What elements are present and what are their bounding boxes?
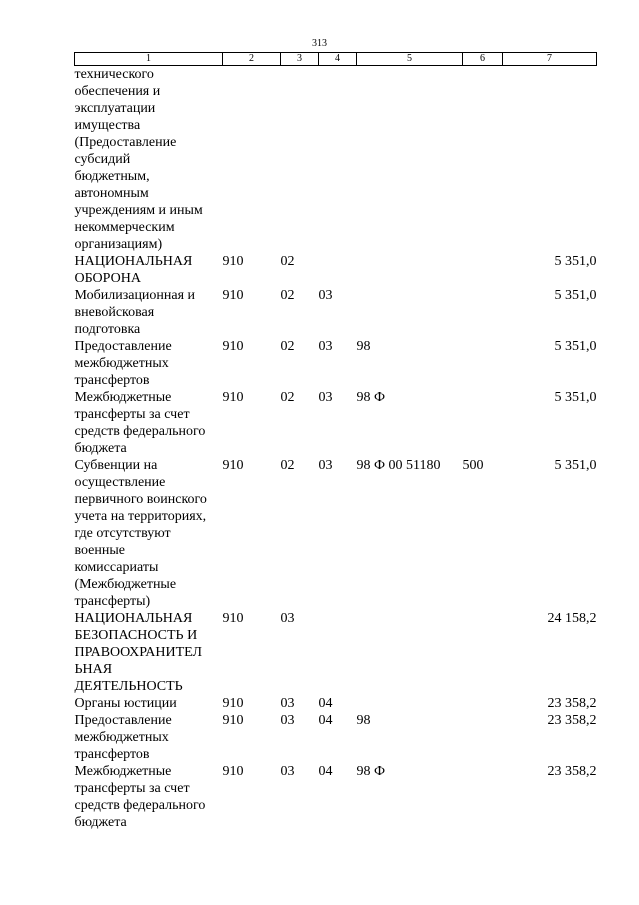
item-name-line: организациям): [74, 237, 163, 252]
item-name-cell: [75, 389, 223, 457]
item-name-line: бюджетным,: [74, 169, 150, 184]
item-name-line: технического: [74, 67, 154, 82]
item-name-line: ЬНАЯ: [74, 662, 113, 677]
column-header: 7: [503, 53, 597, 66]
item-name-cell: [75, 457, 223, 610]
column-header: 5: [357, 53, 463, 66]
section-code-cell: 02: [280, 254, 295, 269]
chapter-code-cell: 910: [222, 339, 244, 354]
amount-cell: 5 351,0: [554, 458, 597, 473]
item-name-line: комиссариаты: [74, 560, 159, 575]
item-name-line: межбюджетных: [74, 356, 169, 371]
item-name-line: ПРАВООХРАНИТЕЛ: [74, 645, 203, 660]
expense-type-cell: [463, 763, 503, 831]
chapter-code-cell: [223, 66, 281, 254]
item-name-line: трансфертов: [74, 747, 150, 762]
subsection-code-cell: [319, 66, 357, 254]
item-name-line: осуществление: [74, 475, 166, 490]
table-row: [75, 253, 597, 287]
target-article-cell: [357, 610, 463, 695]
column-header: 3: [281, 53, 319, 66]
subsection-code-cell: [319, 253, 357, 287]
column-header: 2: [223, 53, 281, 66]
chapter-code-cell: 910: [222, 611, 244, 626]
section-code-cell: 03: [280, 696, 295, 711]
item-name-line: автономным: [74, 186, 149, 201]
amount-cell: 5 351,0: [554, 390, 597, 405]
subsection-code-cell: 03: [318, 339, 333, 354]
amount-cell: 23 358,2: [547, 764, 597, 779]
expense-type-cell: [463, 712, 503, 763]
item-name-line: трансферты за счет: [74, 781, 190, 796]
item-name-line: учета на территориях,: [74, 509, 207, 524]
item-name-line: НАЦИОНАЛЬНАЯ: [74, 254, 193, 269]
amount-cell: 23 358,2: [547, 713, 597, 728]
section-code-cell: 02: [280, 390, 295, 405]
target-article-cell: [357, 695, 463, 712]
section-code-cell: [281, 66, 319, 254]
item-name-line: Межбюджетные: [74, 390, 172, 405]
item-name-line: имущества: [74, 118, 141, 133]
item-name-line: субсидий: [74, 152, 131, 167]
item-name-line: средств федерального: [74, 424, 206, 439]
expense-type-cell: [463, 389, 503, 457]
expense-type-cell: [463, 695, 503, 712]
chapter-code-cell: 910: [222, 288, 244, 303]
item-name-line: бюджета: [74, 815, 127, 830]
item-name-line: Предоставление: [74, 339, 172, 354]
chapter-code-cell: 910: [222, 458, 244, 473]
chapter-code-cell: 910: [222, 764, 244, 779]
item-name-line: Органы юстиции: [74, 696, 177, 711]
subsection-code-cell: 03: [318, 390, 333, 405]
chapter-code-cell: 910: [222, 696, 244, 711]
item-name-line: военные: [74, 543, 126, 558]
section-code-cell: 02: [280, 339, 295, 354]
table-row: [75, 695, 597, 712]
expense-type-cell: [463, 253, 503, 287]
item-name-cell: [75, 287, 223, 338]
amount-cell: 5 351,0: [554, 254, 597, 269]
item-name-line: БЕЗОПАСНОСТЬ И: [74, 628, 198, 643]
item-name-line: обеспечения и: [74, 84, 161, 99]
item-name-line: некоммерческим: [74, 220, 175, 235]
section-code-cell: 02: [280, 458, 295, 473]
item-name-cell: [75, 763, 223, 831]
item-name-line: (Межбюджетные: [74, 577, 177, 592]
expense-type-cell: 500: [462, 458, 484, 473]
amount-cell: 24 158,2: [547, 611, 597, 626]
target-article-cell: 98: [356, 713, 371, 728]
subsection-code-cell: 03: [318, 458, 333, 473]
column-header: 6: [463, 53, 503, 66]
target-article-cell: 98: [356, 339, 371, 354]
item-name-cell: [75, 610, 223, 695]
table-row: [75, 287, 597, 338]
expense-type-cell: [463, 287, 503, 338]
subsection-code-cell: 04: [318, 696, 333, 711]
item-name-line: Предоставление: [74, 713, 172, 728]
section-code-cell: 02: [280, 288, 295, 303]
item-name-line: трансферты за счет: [74, 407, 190, 422]
section-code-cell: 03: [280, 611, 295, 626]
chapter-code-cell: 910: [222, 254, 244, 269]
column-header: 4: [319, 53, 357, 66]
item-name-cell: [75, 712, 223, 763]
amount-cell: 23 358,2: [547, 696, 597, 711]
table-row: [75, 610, 597, 695]
item-name-cell: [75, 338, 223, 389]
target-article-cell: 98 Ф: [356, 390, 386, 405]
item-name-line: межбюджетных: [74, 730, 169, 745]
table-row: [75, 389, 597, 457]
item-name-line: ДЕЯТЕЛЬНОСТЬ: [74, 679, 183, 694]
chapter-code-cell: 910: [222, 713, 244, 728]
target-article-cell: [357, 253, 463, 287]
budget-table: [74, 52, 597, 831]
column-header: 1: [75, 53, 223, 66]
item-name-line: бюджета: [74, 441, 127, 456]
table-row: [75, 66, 597, 254]
subsection-code-cell: 04: [318, 764, 333, 779]
item-name-cell: [75, 66, 223, 254]
item-name-line: учреждениям и иным: [74, 203, 203, 218]
amount-cell: 5 351,0: [554, 339, 597, 354]
item-name-line: Мобилизационная и: [74, 288, 196, 303]
item-name-line: трансфертов: [74, 373, 150, 388]
item-name-line: Межбюджетные: [74, 764, 172, 779]
target-article-cell: 98 Ф: [356, 764, 386, 779]
item-name-cell: [75, 695, 223, 712]
expense-type-cell: [463, 66, 503, 254]
target-article-cell: [357, 287, 463, 338]
subsection-code-cell: [319, 610, 357, 695]
table-row: [75, 338, 597, 389]
item-name-line: трансферты): [74, 594, 151, 609]
chapter-code-cell: 910: [222, 390, 244, 405]
target-article-cell: 98 Ф 00 51180: [356, 458, 441, 473]
expense-type-cell: [463, 338, 503, 389]
subsection-code-cell: 04: [318, 713, 333, 728]
table-row: [75, 712, 597, 763]
item-name-cell: [75, 253, 223, 287]
expense-type-cell: [463, 610, 503, 695]
item-name-line: где отсутствуют: [74, 526, 171, 541]
item-name-line: средств федерального: [74, 798, 206, 813]
item-name-line: ОБОРОНА: [74, 271, 141, 286]
item-name-line: НАЦИОНАЛЬНАЯ: [74, 611, 193, 626]
item-name-line: первичного воинского: [74, 492, 207, 507]
header-row: [75, 53, 597, 66]
item-name-line: (Предоставление: [74, 135, 177, 150]
target-article-cell: [357, 66, 463, 254]
subsection-code-cell: 03: [318, 288, 333, 303]
page-number: 313: [312, 38, 327, 49]
item-name-line: подготовка: [74, 322, 141, 337]
table-row: [75, 457, 597, 610]
item-name-line: вневойсковая: [74, 305, 155, 320]
section-code-cell: 03: [280, 764, 295, 779]
amount-cell: [503, 66, 597, 254]
section-code-cell: 03: [280, 713, 295, 728]
table-row: [75, 763, 597, 831]
amount-cell: 5 351,0: [554, 288, 597, 303]
item-name-line: Субвенции на: [74, 458, 158, 473]
item-name-line: эксплуатации: [74, 101, 156, 116]
